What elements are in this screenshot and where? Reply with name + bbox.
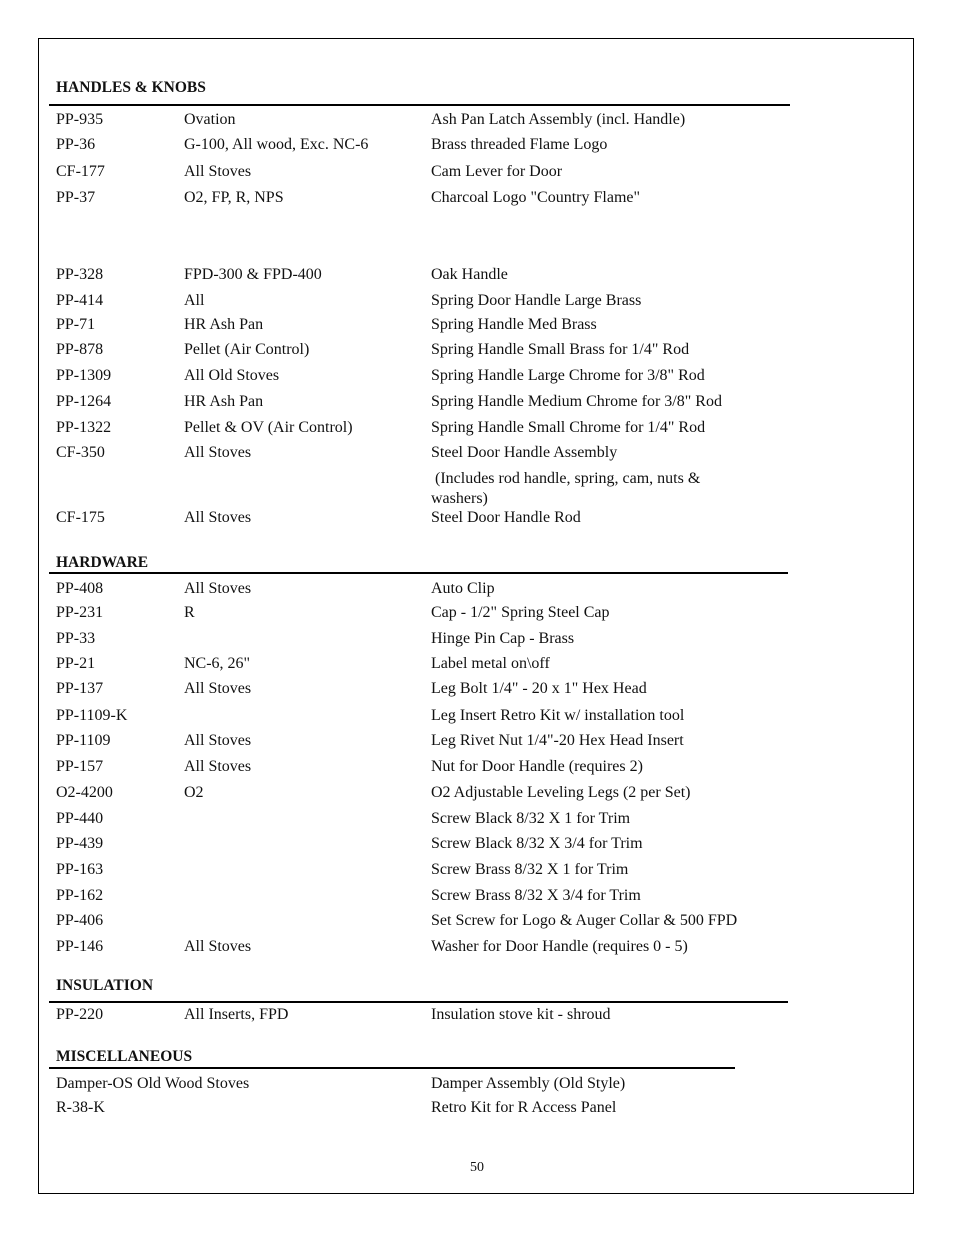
- part-number: PP-137: [56, 680, 104, 697]
- fits-models: FPD-300 & FPD-400: [184, 266, 322, 283]
- part-description: Screw Brass 8/32 X 1 for Trim: [431, 861, 629, 878]
- part-number: PP-157: [56, 758, 104, 775]
- section-heading: INSULATION: [56, 977, 154, 994]
- part-description: Spring Handle Small Chrome for 1/4" Rod: [431, 419, 706, 436]
- section-rule: [49, 1001, 788, 1003]
- part-description: Steel Door Handle Assembly: [431, 444, 618, 461]
- part-number: PP-33: [56, 630, 96, 647]
- fits-models: G-100, All wood, Exc. NC-6: [184, 136, 369, 153]
- section-rule: [49, 1067, 735, 1069]
- fits-models: All Stoves: [184, 163, 252, 180]
- part-number: PP-231: [56, 604, 104, 621]
- fits-models: All Stoves: [184, 580, 252, 597]
- part-description: Washer for Door Handle (requires 0 - 5): [431, 938, 688, 955]
- part-description: Auto Clip: [431, 580, 495, 597]
- part-number: PP-1264: [56, 393, 112, 410]
- fits-models: NC-6, 26": [184, 655, 251, 672]
- fits-models: All: [184, 292, 205, 309]
- part-number: PP-414: [56, 292, 104, 309]
- part-number: PP-878: [56, 341, 104, 358]
- part-description: Spring Door Handle Large Brass: [431, 292, 642, 309]
- part-number: PP-162: [56, 887, 104, 904]
- part-number: PP-328: [56, 266, 104, 283]
- part-description: (Includes rod handle, spring, cam, nuts &: [431, 470, 701, 487]
- part-number: PP-406: [56, 912, 104, 929]
- fits-models: Ovation: [184, 111, 236, 128]
- part-description-continued: washers): [431, 490, 488, 507]
- page-number: 50: [470, 1160, 484, 1175]
- part-description: Leg Insert Retro Kit w/ installation tool: [431, 707, 685, 724]
- part-description: Leg Bolt 1/4" - 20 x 1" Hex Head: [431, 680, 647, 697]
- fits-models: All Stoves: [184, 509, 252, 526]
- section-heading: HANDLES & KNOBS: [56, 79, 206, 96]
- part-description: Screw Black 8/32 X 3/4 for Trim: [431, 835, 643, 852]
- part-description: Damper Assembly (Old Style): [431, 1075, 626, 1092]
- part-number: PP-439: [56, 835, 104, 852]
- section-rule: [49, 104, 790, 106]
- part-description: Retro Kit for R Access Panel: [431, 1099, 617, 1116]
- part-number: CF-177: [56, 163, 105, 180]
- part-description: Steel Door Handle Rod: [431, 509, 581, 526]
- part-number: PP-220: [56, 1006, 104, 1023]
- fits-models: All Stoves: [184, 732, 252, 749]
- part-number: PP-146: [56, 938, 104, 955]
- part-description: Nut for Door Handle (requires 2): [431, 758, 643, 775]
- part-description: Cam Lever for Door: [431, 163, 563, 180]
- fits-models: All Stoves: [184, 444, 252, 461]
- part-description: Spring Handle Large Chrome for 3/8" Rod: [431, 367, 705, 384]
- part-number: CF-350: [56, 444, 105, 461]
- section-heading: MISCELLANEOUS: [56, 1048, 193, 1065]
- part-description: Label metal on\off: [431, 655, 550, 672]
- fits-models: All Inserts, FPD: [184, 1006, 289, 1023]
- part-description: Oak Handle: [431, 266, 508, 283]
- part-number: PP-408: [56, 580, 104, 597]
- part-description: Set Screw for Logo & Auger Collar & 500 FPD: [431, 912, 738, 929]
- section-rule: [49, 572, 788, 574]
- part-description: Insulation stove kit - shroud: [431, 1006, 611, 1023]
- section-heading: HARDWARE: [56, 554, 149, 571]
- part-number: CF-175: [56, 509, 105, 526]
- part-number: PP-1322: [56, 419, 112, 436]
- fits-models: Pellet (Air Control): [184, 341, 310, 358]
- part-number: PP-1109-K: [56, 707, 128, 724]
- part-description: Brass threaded Flame Logo: [431, 136, 608, 153]
- part-description: Hinge Pin Cap - Brass: [431, 630, 575, 647]
- part-description: Ash Pan Latch Assembly (incl. Handle): [431, 111, 686, 128]
- fits-models: All Stoves: [184, 680, 252, 697]
- fits-models: All Stoves: [184, 758, 252, 775]
- part-number: PP-37: [56, 189, 96, 206]
- part-description: Leg Rivet Nut 1/4"-20 Hex Head Insert: [431, 732, 684, 749]
- part-description: Spring Handle Medium Chrome for 3/8" Rod: [431, 393, 722, 410]
- part-description: Cap - 1/2" Spring Steel Cap: [431, 604, 610, 621]
- part-description: Screw Black 8/32 X 1 for Trim: [431, 810, 631, 827]
- fits-models: HR Ash Pan: [184, 393, 264, 410]
- part-number: PP-21: [56, 655, 96, 672]
- fits-models: Pellet & OV (Air Control): [184, 419, 353, 436]
- part-description: Screw Brass 8/32 X 3/4 for Trim: [431, 887, 641, 904]
- part-number: PP-1109: [56, 732, 111, 749]
- part-number: PP-71: [56, 316, 96, 333]
- part-number: R-38-K: [56, 1099, 105, 1116]
- fits-models: HR Ash Pan: [184, 316, 264, 333]
- part-description: Spring Handle Small Brass for 1/4" Rod: [431, 341, 690, 358]
- part-number: PP-163: [56, 861, 104, 878]
- part-number: Damper-OS Old Wood Stoves: [56, 1075, 250, 1092]
- part-description: O2 Adjustable Leveling Legs (2 per Set): [431, 784, 691, 801]
- part-number: PP-935: [56, 111, 104, 128]
- part-description: Charcoal Logo "Country Flame": [431, 189, 641, 206]
- fits-models: O2: [184, 784, 204, 801]
- fits-models: All Old Stoves: [184, 367, 280, 384]
- part-number: O2-4200: [56, 784, 113, 801]
- fits-models: R: [184, 604, 195, 621]
- fits-models: O2, FP, R, NPS: [184, 189, 284, 206]
- part-description: Spring Handle Med Brass: [431, 316, 597, 333]
- fits-models: All Stoves: [184, 938, 252, 955]
- part-number: PP-1309: [56, 367, 112, 384]
- part-number: PP-36: [56, 136, 96, 153]
- part-number: PP-440: [56, 810, 104, 827]
